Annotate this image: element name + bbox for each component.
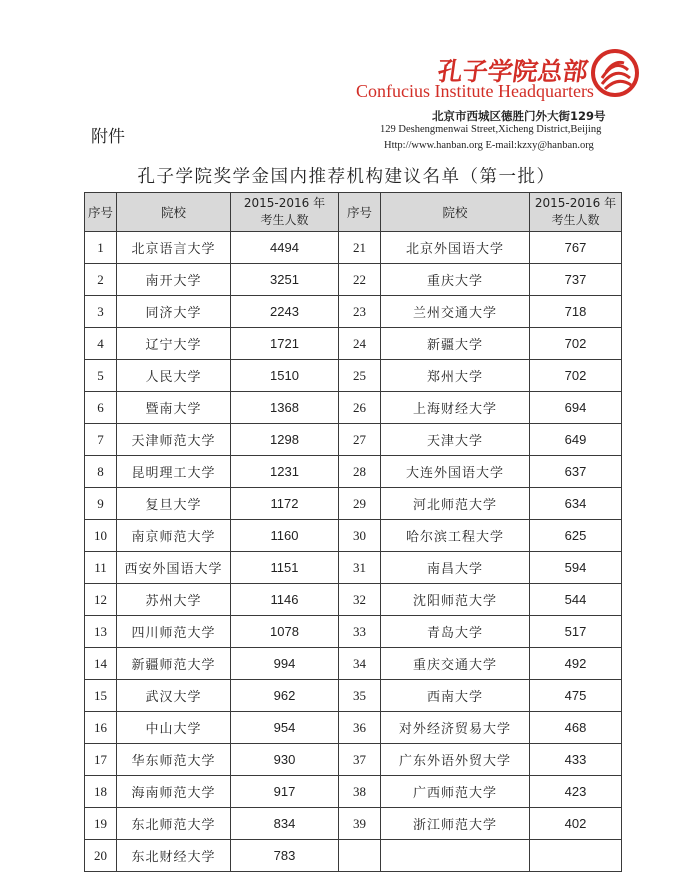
row-index: 6 xyxy=(85,392,117,424)
applicant-count: 634 xyxy=(530,488,622,520)
applicant-count: 1151 xyxy=(231,552,339,584)
applicant-count: 954 xyxy=(231,712,339,744)
school-name: 青岛大学 xyxy=(381,616,530,648)
applicant-count: 492 xyxy=(530,648,622,680)
table-row xyxy=(85,488,622,520)
row-index: 13 xyxy=(85,616,117,648)
header-index-left: 序号 xyxy=(85,193,117,232)
school-name: 东北财经大学 xyxy=(117,840,231,872)
applicant-count: 1231 xyxy=(231,456,339,488)
row-index: 28 xyxy=(339,456,381,488)
applicant-count: 3251 xyxy=(231,264,339,296)
applicant-count: 1721 xyxy=(231,328,339,360)
row-index: 29 xyxy=(339,488,381,520)
table-row xyxy=(85,296,622,328)
row-index: 15 xyxy=(85,680,117,712)
applicant-count: 962 xyxy=(231,680,339,712)
school-name: 南京师范大学 xyxy=(117,520,231,552)
school-name: 同济大学 xyxy=(117,296,231,328)
applicant-count: 475 xyxy=(530,680,622,712)
table-row xyxy=(85,360,622,392)
row-index: 36 xyxy=(339,712,381,744)
school-name: 华东师范大学 xyxy=(117,744,231,776)
table-row xyxy=(85,328,622,360)
table-row xyxy=(85,584,622,616)
school-name: 西安外国语大学 xyxy=(117,552,231,584)
table-row xyxy=(85,264,622,296)
applicant-count: 737 xyxy=(530,264,622,296)
row-index: 16 xyxy=(85,712,117,744)
row-index: 17 xyxy=(85,744,117,776)
table-row xyxy=(85,232,622,264)
row-index: 11 xyxy=(85,552,117,584)
applicant-count: 1368 xyxy=(231,392,339,424)
table-row xyxy=(85,776,622,808)
table-row xyxy=(85,616,622,648)
school-name: 南开大学 xyxy=(117,264,231,296)
applicant-count: 917 xyxy=(231,776,339,808)
row-index: 26 xyxy=(339,392,381,424)
applicant-count xyxy=(530,840,622,872)
row-index: 2 xyxy=(85,264,117,296)
row-index: 34 xyxy=(339,648,381,680)
applicant-count: 702 xyxy=(530,328,622,360)
school-name: 北京语言大学 xyxy=(117,232,231,264)
table-row xyxy=(85,424,622,456)
header-index-right: 序号 xyxy=(339,193,381,232)
applicant-count: 637 xyxy=(530,456,622,488)
applicant-count: 718 xyxy=(530,296,622,328)
school-name: 重庆交通大学 xyxy=(381,648,530,680)
applicant-count: 994 xyxy=(231,648,339,680)
row-index: 32 xyxy=(339,584,381,616)
header-count-left xyxy=(231,193,339,232)
school-name: 海南师范大学 xyxy=(117,776,231,808)
applicant-count: 517 xyxy=(530,616,622,648)
school-name: 广西师范大学 xyxy=(381,776,530,808)
applicant-count: 930 xyxy=(231,744,339,776)
applicant-count: 544 xyxy=(530,584,622,616)
table-row xyxy=(85,552,622,584)
school-name: 天津师范大学 xyxy=(117,424,231,456)
applicant-count: 1160 xyxy=(231,520,339,552)
table-row xyxy=(85,680,622,712)
school-name: 复旦大学 xyxy=(117,488,231,520)
applicant-count: 433 xyxy=(530,744,622,776)
school-name: 武汉大学 xyxy=(117,680,231,712)
row-index: 24 xyxy=(339,328,381,360)
school-name xyxy=(381,840,530,872)
school-name: 人民大学 xyxy=(117,360,231,392)
applicant-count: 1510 xyxy=(231,360,339,392)
table-row xyxy=(85,744,622,776)
school-name: 东北师范大学 xyxy=(117,808,231,840)
row-index: 9 xyxy=(85,488,117,520)
applicant-count: 783 xyxy=(231,840,339,872)
school-name: 新疆大学 xyxy=(381,328,530,360)
applicant-count: 4494 xyxy=(231,232,339,264)
school-name: 兰州交通大学 xyxy=(381,296,530,328)
school-name: 西南大学 xyxy=(381,680,530,712)
row-index: 20 xyxy=(85,840,117,872)
row-index: 12 xyxy=(85,584,117,616)
school-name: 辽宁大学 xyxy=(117,328,231,360)
row-index: 4 xyxy=(85,328,117,360)
row-index: 30 xyxy=(339,520,381,552)
row-index: 10 xyxy=(85,520,117,552)
applicant-count: 1146 xyxy=(231,584,339,616)
row-index: 7 xyxy=(85,424,117,456)
table-row xyxy=(85,456,622,488)
applicant-count: 402 xyxy=(530,808,622,840)
row-index: 22 xyxy=(339,264,381,296)
applicant-count: 702 xyxy=(530,360,622,392)
table-row xyxy=(85,648,622,680)
row-index: 19 xyxy=(85,808,117,840)
applicant-count: 594 xyxy=(530,552,622,584)
attachment-label: 附件 xyxy=(91,127,125,147)
confucius-institute-logo-icon xyxy=(590,48,640,98)
header-count-label: 考生人数 xyxy=(551,213,600,227)
applicant-count: 1078 xyxy=(231,616,339,648)
row-index: 8 xyxy=(85,456,117,488)
school-name: 中山大学 xyxy=(117,712,231,744)
contact-info: Http://www.hanban.org E-mail:kzxy@hanban.org xyxy=(384,140,594,151)
header-school-left: 院校 xyxy=(117,193,231,232)
logo-english-title: Confucius Institute Headquarters xyxy=(356,81,594,101)
applicant-count: 1172 xyxy=(231,488,339,520)
row-index: 5 xyxy=(85,360,117,392)
school-name: 郑州大学 xyxy=(381,360,530,392)
school-name: 上海财经大学 xyxy=(381,392,530,424)
school-name: 苏州大学 xyxy=(117,584,231,616)
applicant-count: 423 xyxy=(530,776,622,808)
row-index: 25 xyxy=(339,360,381,392)
school-name: 沈阳师范大学 xyxy=(381,584,530,616)
applicant-count: 649 xyxy=(530,424,622,456)
school-name: 大连外国语大学 xyxy=(381,456,530,488)
address-english: 129 Deshengmenwai Street,Xicheng District,Beijing xyxy=(380,124,602,135)
school-name: 河北师范大学 xyxy=(381,488,530,520)
row-index: 18 xyxy=(85,776,117,808)
table-row xyxy=(85,712,622,744)
header-school-right: 院校 xyxy=(381,193,530,232)
row-index: 21 xyxy=(339,232,381,264)
table-header-row xyxy=(85,193,622,232)
applicant-count: 468 xyxy=(530,712,622,744)
row-index: 23 xyxy=(339,296,381,328)
header-count-year: 2015-2016 年 xyxy=(243,196,326,210)
school-name: 重庆大学 xyxy=(381,264,530,296)
school-name: 新疆师范大学 xyxy=(117,648,231,680)
address-chinese: 北京市西城区德胜门外大街129号 xyxy=(432,109,606,123)
row-index: 39 xyxy=(339,808,381,840)
row-index: 35 xyxy=(339,680,381,712)
applicant-count: 694 xyxy=(530,392,622,424)
row-index xyxy=(339,840,381,872)
row-index: 38 xyxy=(339,776,381,808)
header-count-right xyxy=(530,193,622,232)
row-index: 27 xyxy=(339,424,381,456)
table-row xyxy=(85,808,622,840)
applicant-count: 2243 xyxy=(231,296,339,328)
school-name: 哈尔滨工程大学 xyxy=(381,520,530,552)
school-name: 四川师范大学 xyxy=(117,616,231,648)
table-row xyxy=(85,840,622,872)
row-index: 1 xyxy=(85,232,117,264)
table-row xyxy=(85,392,622,424)
document-title: 孔子学院奖学金国内推荐机构建议名单（第一批） xyxy=(137,167,556,187)
row-index: 33 xyxy=(339,616,381,648)
logo-chinese-title: 孔子学院总部 xyxy=(435,57,590,86)
applicant-count: 1298 xyxy=(231,424,339,456)
school-name: 天津大学 xyxy=(381,424,530,456)
row-index: 14 xyxy=(85,648,117,680)
school-name: 北京外国语大学 xyxy=(381,232,530,264)
school-name: 浙江师范大学 xyxy=(381,808,530,840)
school-name: 对外经济贸易大学 xyxy=(381,712,530,744)
header-count-year: 2015-2016 年 xyxy=(534,196,617,210)
school-name: 广东外语外贸大学 xyxy=(381,744,530,776)
row-index: 37 xyxy=(339,744,381,776)
school-name: 昆明理工大学 xyxy=(117,456,231,488)
applicant-count: 625 xyxy=(530,520,622,552)
applicant-count: 834 xyxy=(231,808,339,840)
header-count-label: 考生人数 xyxy=(260,213,309,227)
school-name: 暨南大学 xyxy=(117,392,231,424)
applicant-count: 767 xyxy=(530,232,622,264)
row-index: 3 xyxy=(85,296,117,328)
school-name: 南昌大学 xyxy=(381,552,530,584)
row-index: 31 xyxy=(339,552,381,584)
table-row xyxy=(85,520,622,552)
recommendation-table xyxy=(84,192,622,872)
